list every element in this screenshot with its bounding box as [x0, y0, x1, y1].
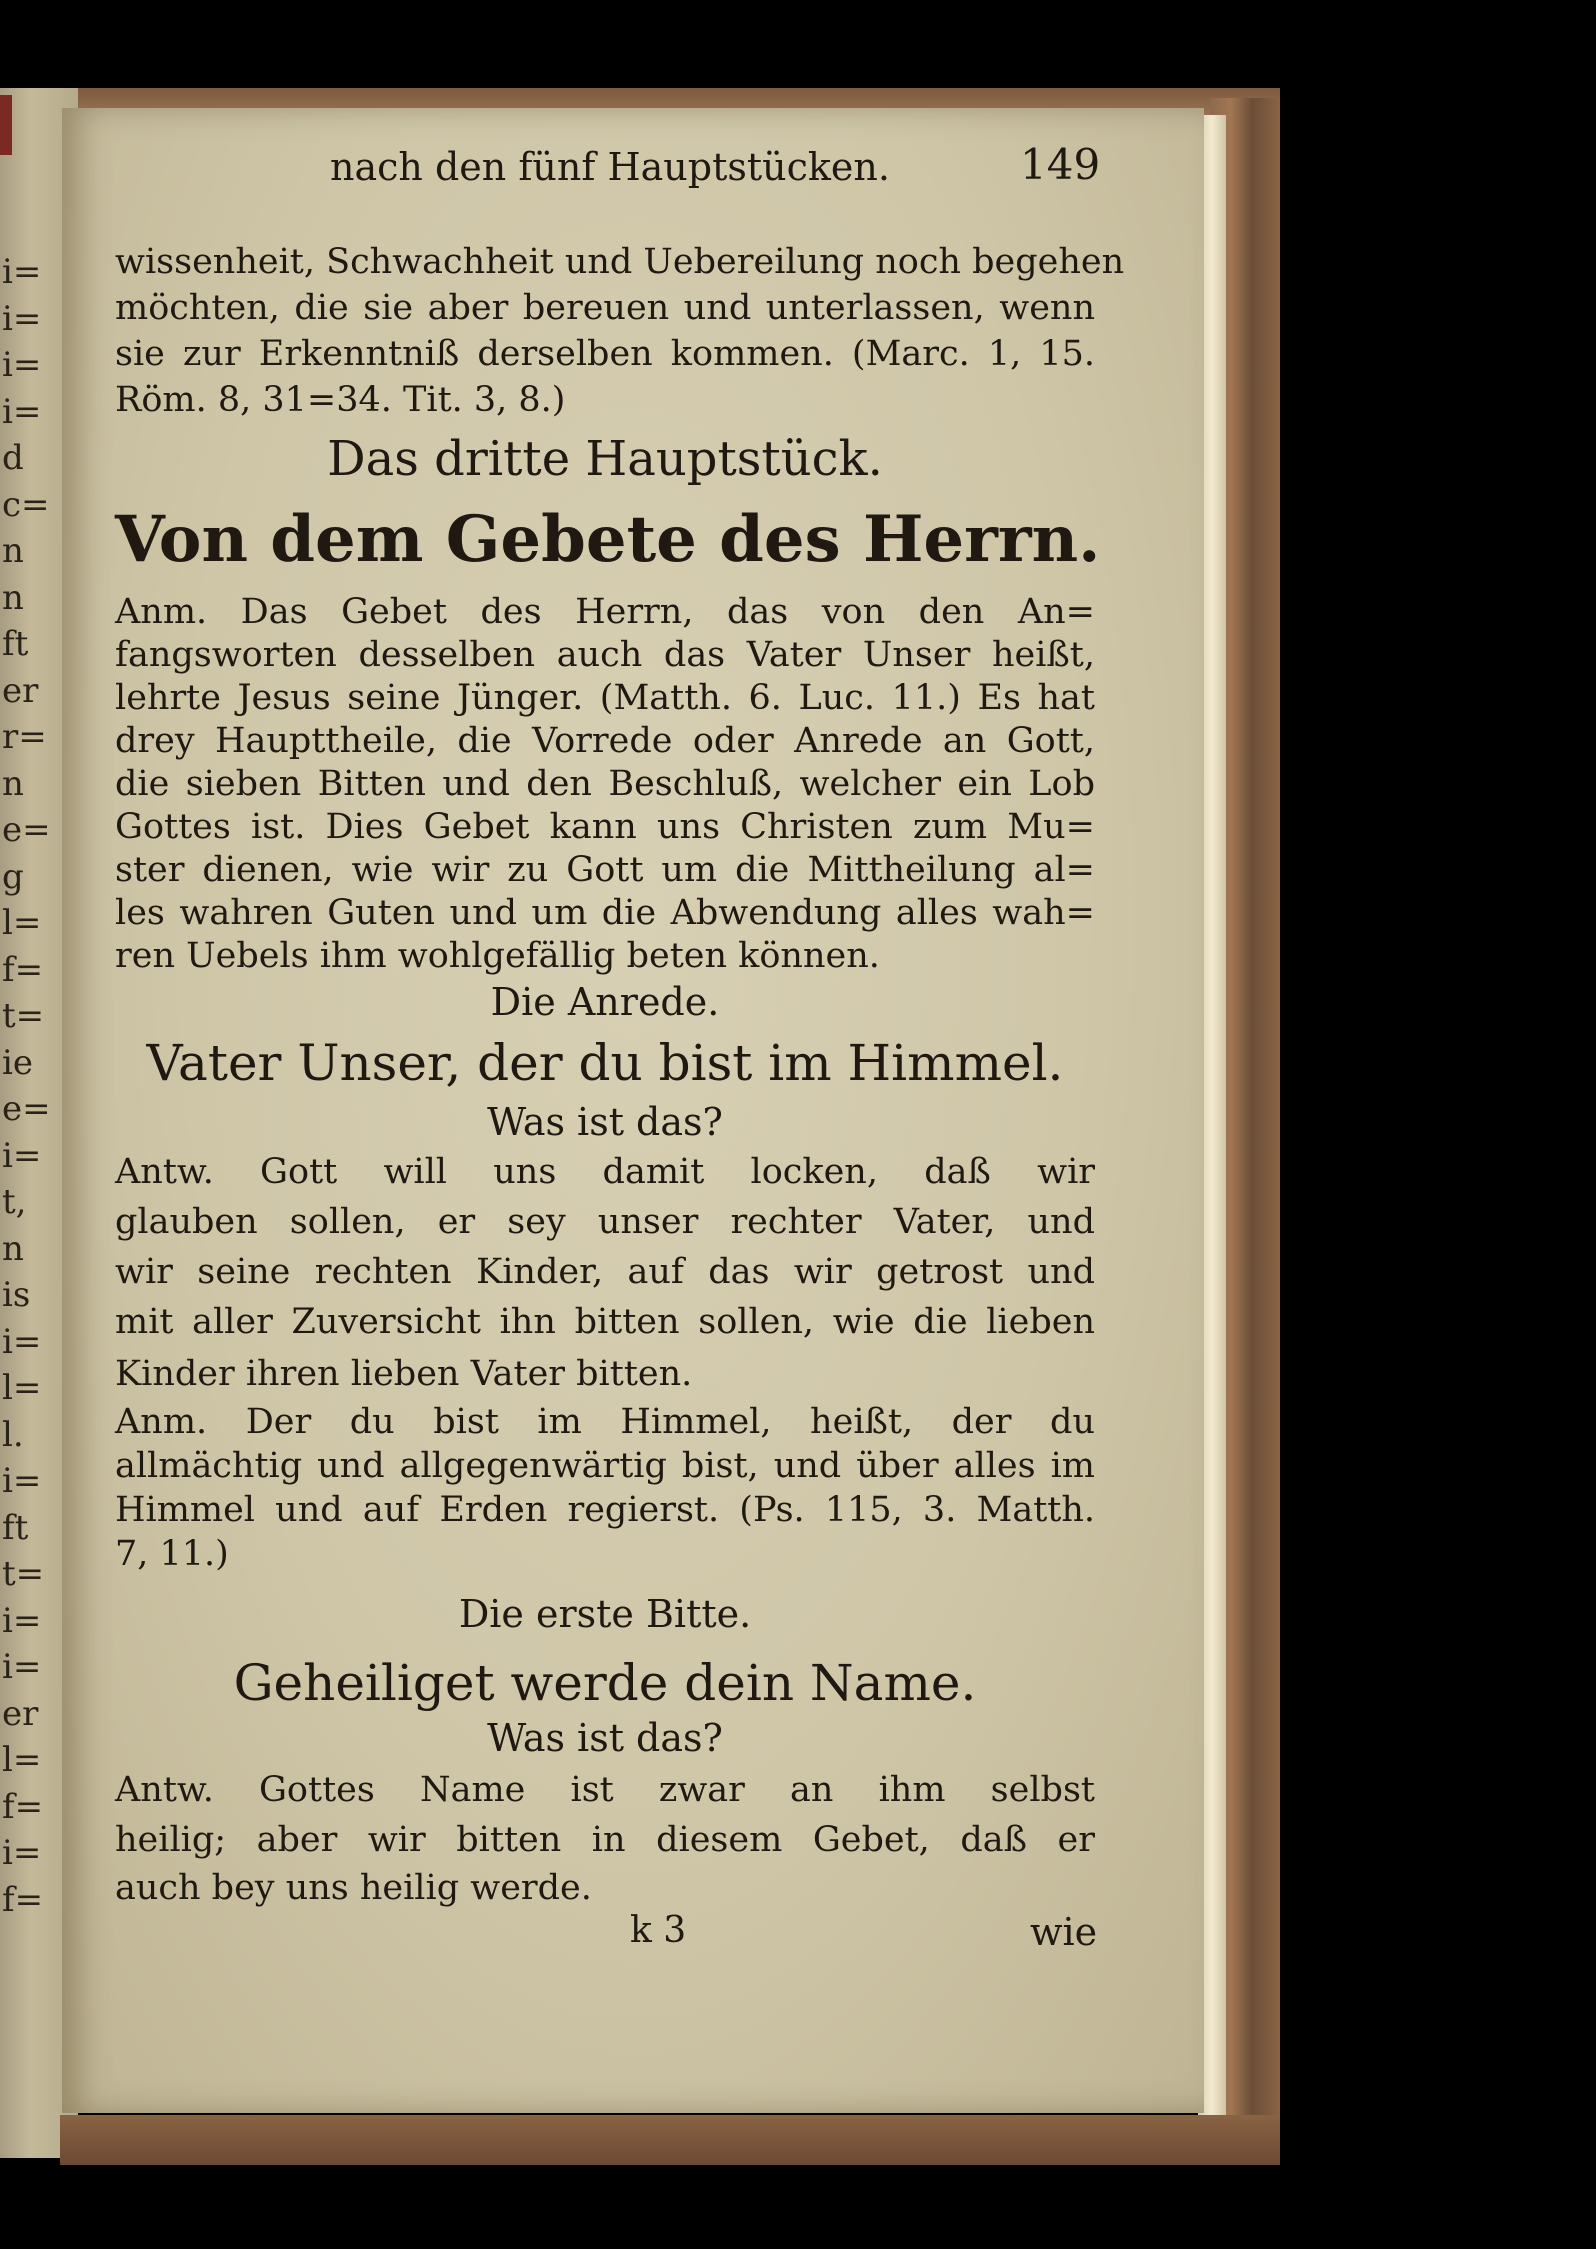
section-heading: Das dritte Hauptstück. [327, 431, 883, 487]
left-margin-fragment: e= [2, 1089, 51, 1129]
spine-band [0, 95, 12, 155]
text-line: glauben sollen, er sey unser rechter Vater, und [115, 1202, 1095, 1242]
left-margin-fragment: n [2, 531, 24, 571]
left-margin-fragment: i= [2, 1600, 42, 1641]
left-margin-fragment: ie [2, 1042, 33, 1083]
page-number: 149 [1020, 140, 1101, 189]
left-margin-fragment: i= [2, 252, 42, 292]
left-margin-fragment: ft [2, 624, 29, 664]
left-margin-fragment: i= [2, 1461, 42, 1501]
left-margin-fragment: l= [2, 1368, 42, 1408]
left-margin-fragment: er [2, 670, 39, 711]
text-line: Gottes ist. Dies Gebet kann uns Christen zum Mu= [115, 807, 1095, 847]
left-margin-fragment: n [2, 763, 24, 804]
text-line: ster dienen, wie wir zu Gott um die Mittheilung al= [115, 850, 1095, 890]
text-line: fangsworten desselben auch das Vater Unser heißt, [115, 635, 1095, 675]
left-margin-fragment: n [2, 1228, 24, 1269]
left-margin-fragment: r= [2, 717, 47, 757]
text-line: Himmel und auf Erden regierst. (Ps. 115, 3. Matth. [115, 1490, 1095, 1530]
text-line: Anm. Der du bist im Himmel, heißt, der du [115, 1402, 1095, 1442]
text-line: Antw. Gott will uns damit locken, daß wir [115, 1152, 1095, 1192]
left-margin-fragment: l= [2, 1740, 42, 1780]
text-line: drey Haupttheile, die Vorrede oder Anrede an Gott, [115, 721, 1095, 761]
left-margin-fragment: g [2, 856, 24, 897]
text-line: sie zur Erkenntniß derselben kommen. (Marc. 1, 15. [115, 334, 1095, 374]
left-margin-fragment: i= [2, 1833, 42, 1873]
left-margin-fragment: ft [2, 1507, 29, 1548]
question-erste-bitte: Was ist das? [487, 1716, 723, 1760]
left-margin-fragment: e= [2, 810, 51, 850]
text-line: Anm. Das Gebet des Herrn, das von den An= [115, 592, 1095, 632]
text-line: mit aller Zuversicht ihn bitten sollen, wie die lieben [115, 1302, 1095, 1342]
left-margin-fragment: i= [2, 391, 42, 432]
main-title: Von dem Gebete des Herrn. [115, 502, 1101, 577]
left-margin-fragment: i= [2, 1647, 42, 1687]
question-anrede: Was ist das? [487, 1100, 723, 1144]
left-margin-fragment: is [2, 1275, 31, 1315]
left-margin-fragment: f= [2, 1879, 44, 1920]
text-line: Antw. Gottes Name ist zwar an ihm selbst [115, 1770, 1095, 1810]
left-margin-fragment: f= [2, 949, 44, 990]
signature-mark: k 3 [630, 1910, 687, 1951]
catchword: wie [1030, 1910, 1098, 1954]
text-line: heilig; aber wir bitten in diesem Gebet, daß er [115, 1820, 1095, 1860]
left-margin-fragment: i= [2, 298, 42, 339]
text-line: Kinder ihren lieben Vater bitten. [115, 1354, 693, 1394]
text-line: les wahren Guten und um die Abwendung alles wah= [115, 893, 1095, 933]
left-margin-fragment: f= [2, 1786, 44, 1827]
text-line: 7, 11.) [115, 1534, 229, 1574]
left-margin-fragment: d [2, 438, 24, 478]
left-margin-fragment: c= [2, 484, 50, 525]
text-line: Röm. 8, 31=34. Tit. 3, 8.) [115, 380, 566, 420]
verse-anrede: Vater Unser, der du bist im Himmel. [146, 1034, 1064, 1092]
left-margin-fragment: i= [2, 1135, 42, 1176]
text-line: die sieben Bitten und den Beschluß, welcher ein Lob [115, 764, 1095, 804]
text-line: möchten, die sie aber bereuen und unterlassen, wenn [115, 288, 1095, 328]
left-margin-fragment: er [2, 1693, 39, 1734]
verse-erste-bitte: Geheiliget werde dein Name. [233, 1654, 977, 1712]
left-margin-fragment: t, [2, 1182, 27, 1222]
left-margin-fragment: t= [2, 1554, 45, 1594]
left-margin-fragment: l= [2, 903, 42, 943]
text-line: lehrte Jesus seine Jünger. (Matth. 6. Luc. 11.) Es hat [115, 678, 1095, 718]
left-margin-fragment: i= [2, 1321, 42, 1362]
subheading-erste-bitte: Die erste Bitte. [458, 1592, 752, 1636]
subheading-anrede: Die Anrede. [490, 980, 720, 1024]
text-line: auch bey uns heilig werde. [115, 1868, 592, 1908]
text-line: wir seine rechten Kinder, auf das wir getrost und [115, 1252, 1095, 1292]
running-title: nach den fünf Hauptstücken. [330, 145, 890, 189]
book-cover-bottom [60, 2115, 1280, 2165]
left-margin-fragment: n [2, 577, 24, 618]
left-margin-fragment: i= [2, 345, 42, 385]
left-margin-fragment: l. [2, 1414, 24, 1455]
text-line: ren Uebels ihm wohlgefällig beten können. [115, 936, 880, 976]
text-line: wissenheit, Schwachheit und Uebereilung noch begehen [115, 242, 1125, 282]
left-margin-fragment: t= [2, 996, 45, 1036]
text-line: allmächtig und allgegenwärtig bist, und über alles im [115, 1446, 1095, 1486]
